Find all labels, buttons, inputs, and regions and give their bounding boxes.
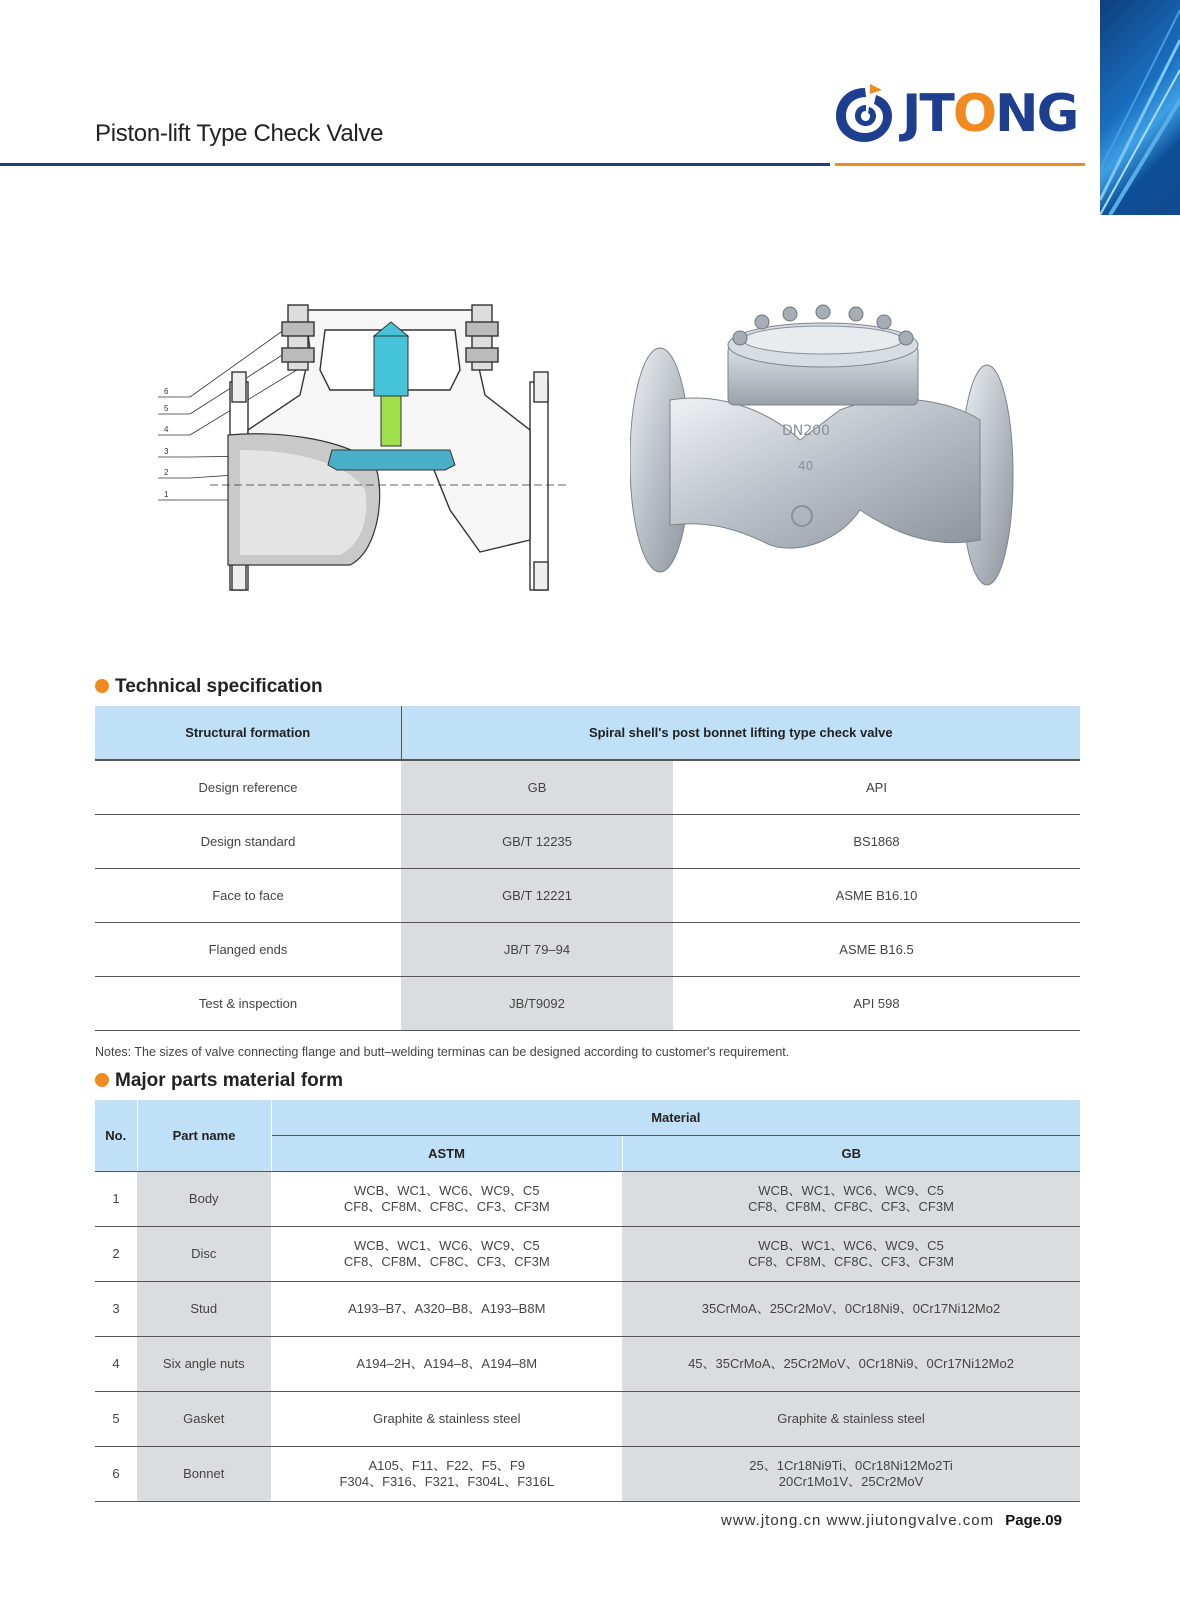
- part-no: 2: [95, 1227, 137, 1282]
- spec-gb-value: GB/T 12221: [401, 869, 673, 923]
- tech-spec-col-type: Spiral shell's post bonnet lifting type check valve: [401, 706, 1080, 760]
- part-name: Six angle nuts: [137, 1337, 271, 1392]
- table-row: [95, 760, 1080, 815]
- callout-6: 6: [164, 387, 169, 396]
- astm-material: WCB、WC1、WC6、WC9、C5 CF8、CF8M、CF8C、CF3、CF3M: [271, 1227, 622, 1282]
- part-no: 1: [95, 1172, 137, 1227]
- corner-decoration: [1100, 0, 1180, 215]
- tech-spec-table: [95, 706, 1080, 1031]
- spec-label: Face to face: [95, 869, 401, 923]
- photo-casting-pn: 40: [798, 459, 814, 473]
- gb-material: 35CrMoA、25Cr2MoV、0Cr18Ni9、0Cr17Ni12Mo2: [622, 1282, 1080, 1337]
- col-gb: GB: [622, 1136, 1080, 1172]
- logo-text: JTONG: [902, 84, 1078, 144]
- gb-material: WCB、WC1、WC6、WC9、C5 CF8、CF8M、CF8C、CF3、CF3M: [622, 1227, 1080, 1282]
- col-no: No.: [95, 1100, 137, 1172]
- tech-spec-header-row: [95, 706, 1080, 760]
- jtong-logo: [830, 78, 1090, 158]
- spec-api-value: ASME B16.10: [673, 869, 1080, 923]
- notes-text: Notes: The sizes of valve connecting flange and butt–welding terminas can be designed according to customer's requirement.: [95, 1045, 790, 1059]
- col-part-name: Part name: [137, 1100, 271, 1172]
- astm-material: A194–2H、A194–8、A194–8M: [271, 1337, 622, 1392]
- materials-table: [95, 1100, 1080, 1502]
- table-row: [95, 1172, 1080, 1227]
- table-row: [95, 1227, 1080, 1282]
- table-row: [95, 977, 1080, 1031]
- spec-label: Design standard: [95, 815, 401, 869]
- spec-label: Flanged ends: [95, 923, 401, 977]
- spec-api-value: API 598: [673, 977, 1080, 1031]
- gb-material: Graphite & stainless steel: [622, 1392, 1080, 1447]
- part-no: 5: [95, 1392, 137, 1447]
- callout-2: 2: [164, 468, 169, 477]
- part-name: Gasket: [137, 1392, 271, 1447]
- tech-spec-heading: Technical specification: [95, 676, 323, 698]
- gb-material: 25、1Cr18Ni9Ti、0Cr18Ni12Mo2Ti 20Cr1Mo1V、25Cr2MoV: [622, 1447, 1080, 1502]
- table-row: [95, 815, 1080, 869]
- gb-material: 45、35CrMoA、25Cr2MoV、0Cr18Ni9、0Cr17Ni12Mo2: [622, 1337, 1080, 1392]
- part-name: Stud: [137, 1282, 271, 1337]
- spec-gb-value: JB/T 79–94: [401, 923, 673, 977]
- astm-material: Graphite & stainless steel: [271, 1392, 622, 1447]
- col-material: Material: [271, 1100, 1080, 1136]
- logo-swirl-icon: [830, 80, 900, 150]
- callout-4: 4: [164, 425, 169, 434]
- part-name: Disc: [137, 1227, 271, 1282]
- callout-3: 3: [164, 447, 169, 456]
- header-rule-orange: [835, 163, 1085, 166]
- part-no: 4: [95, 1337, 137, 1392]
- part-name: Body: [137, 1172, 271, 1227]
- spec-label: Design reference: [95, 760, 401, 815]
- astm-material: WCB、WC1、WC6、WC9、C5 CF8、CF8M、CF8C、CF3、CF3M: [271, 1172, 622, 1227]
- spec-api-value: ASME B16.5: [673, 923, 1080, 977]
- part-no: 6: [95, 1447, 137, 1502]
- spec-api-value: BS1868: [673, 815, 1080, 869]
- astm-material: A193–B7、A320–B8、A193–B8M: [271, 1282, 622, 1337]
- part-no: 3: [95, 1282, 137, 1337]
- spec-gb-value: GB/T 12235: [401, 815, 673, 869]
- part-name: Bonnet: [137, 1447, 271, 1502]
- spec-gb-value: GB: [401, 760, 673, 815]
- table-row: [95, 1337, 1080, 1392]
- callout-1: 1: [164, 490, 169, 499]
- page-number: Page.09: [1005, 1512, 1062, 1529]
- table-row: [95, 869, 1080, 923]
- bullet-dot-icon: [95, 1073, 109, 1087]
- valve-section-drawing: [150, 290, 590, 620]
- astm-material: A105、F11、F22、F5、F9 F304、F316、F321、F304L、F316L: [271, 1447, 622, 1502]
- col-astm: ASTM: [271, 1136, 622, 1172]
- table-row: [95, 1282, 1080, 1337]
- photo-casting-dn: DN200: [782, 423, 830, 439]
- spec-label: Test & inspection: [95, 977, 401, 1031]
- materials-heading: Major parts material form: [95, 1070, 343, 1092]
- tech-spec-col-structural: Structural formation: [95, 706, 401, 760]
- gb-material: WCB、WC1、WC6、WC9、C5 CF8、CF8M、CF8C、CF3、CF3M: [622, 1172, 1080, 1227]
- table-row: [95, 923, 1080, 977]
- table-row: [95, 1392, 1080, 1447]
- spec-gb-value: JB/T9092: [401, 977, 673, 1031]
- footer-urls[interactable]: www.jtong.cn www.jiutongvalve.com: [721, 1512, 995, 1529]
- footer: [721, 1512, 1062, 1529]
- callout-5: 5: [164, 404, 169, 413]
- table-row: [95, 1447, 1080, 1502]
- bullet-dot-icon: [95, 679, 109, 693]
- valve-product-photo: [630, 290, 1020, 610]
- page-title: Piston-lift Type Check Valve: [95, 120, 384, 147]
- spec-api-value: API: [673, 760, 1080, 815]
- header-rule-blue: [0, 163, 830, 166]
